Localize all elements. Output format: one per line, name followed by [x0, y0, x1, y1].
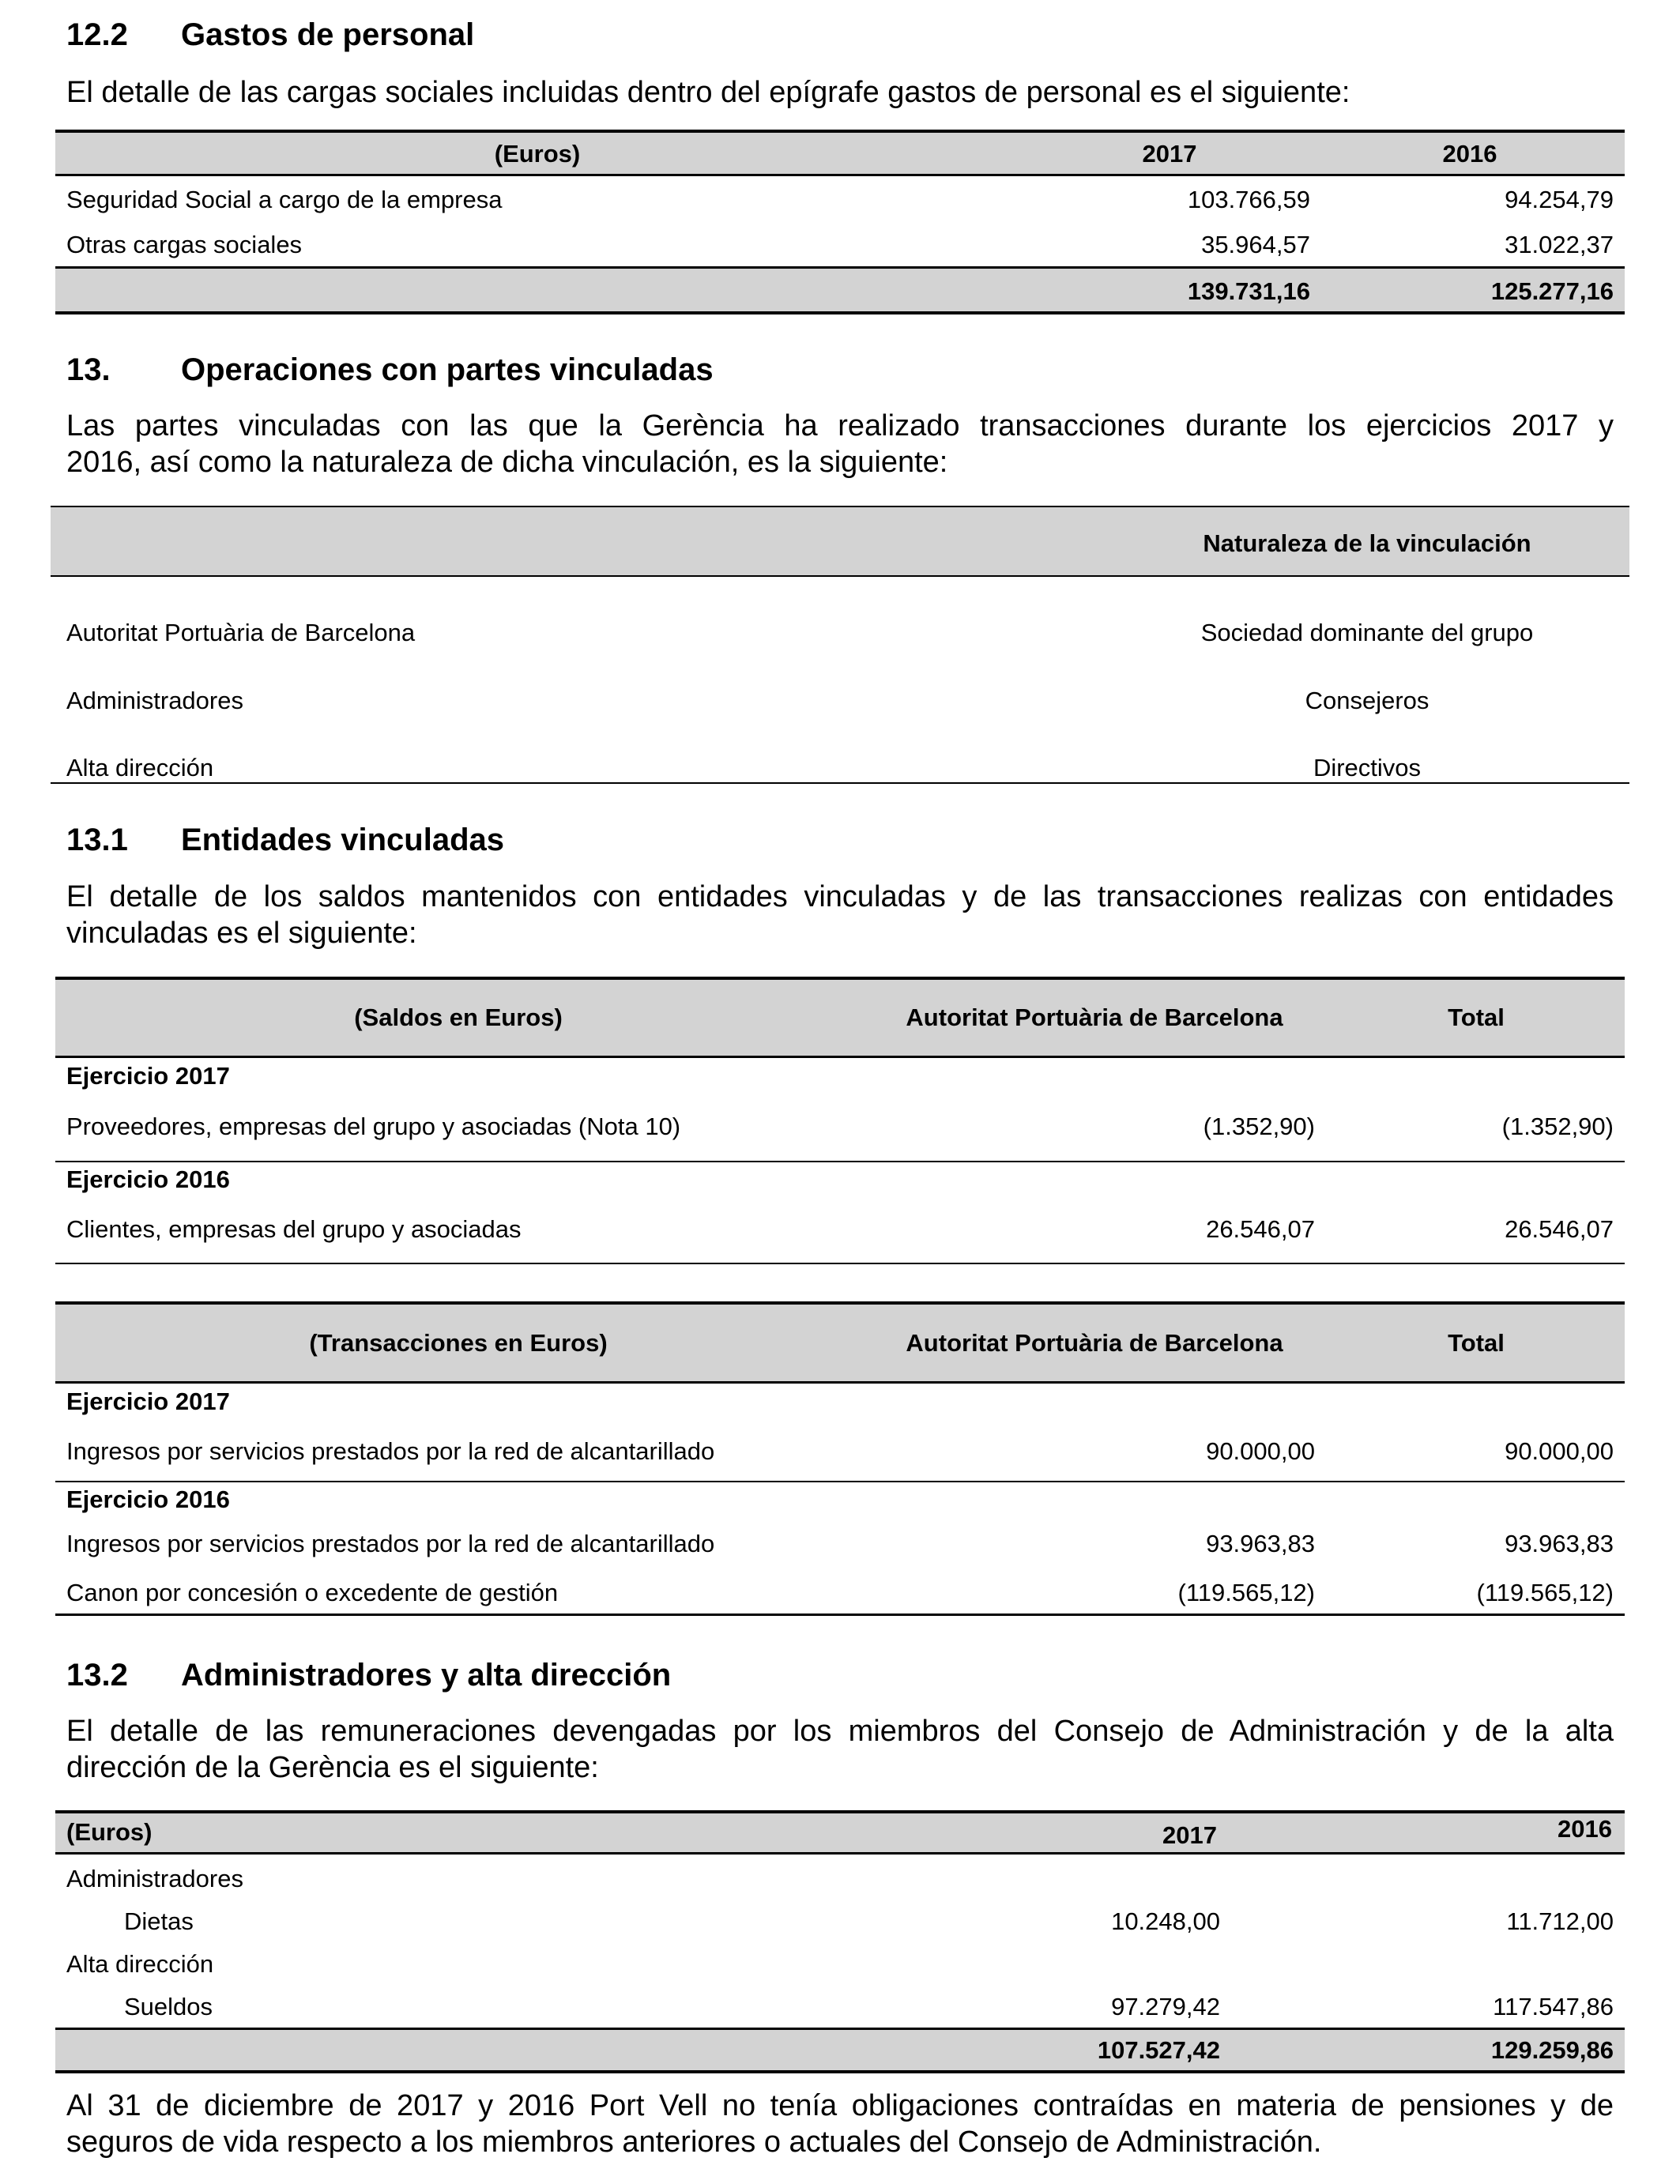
ejercicio-label: Ejercicio 2017 — [66, 1388, 230, 1415]
column-header-transacciones: (Transacciones en Euros) — [309, 1329, 608, 1357]
table-cell-2017: 35.964,57 — [1201, 231, 1310, 258]
table-row-label: Ingresos por servicios prestados por la red de alcantarillado — [66, 1437, 715, 1465]
table-cell-apb: (119.565,12) — [1177, 1579, 1315, 1606]
column-header-saldos: (Saldos en Euros) — [354, 1004, 563, 1031]
table-cell-2016: 11.712,00 — [1506, 1907, 1614, 1935]
section-intro-line-2: vinculadas es el siguiente: — [66, 917, 417, 950]
section-heading-13-1 — [66, 823, 504, 858]
table-row-label: Canon por concesión o excedente de gestión — [66, 1579, 559, 1606]
column-header-2016: 2016 — [1558, 1815, 1612, 1843]
table-cell-apb: 93.963,83 — [1206, 1530, 1315, 1557]
section-number: 13.1 — [66, 823, 128, 857]
related-party-nature: Directivos — [1313, 754, 1422, 781]
table-cell-2017: 10.248,00 — [1111, 1907, 1220, 1935]
column-header-2017: 2017 — [1162, 1821, 1217, 1849]
total-2016: 125.277,16 — [1490, 277, 1614, 305]
column-header-euros: (Euros) — [494, 140, 581, 168]
table-row-label: Dietas — [124, 1907, 194, 1935]
table-row-label: Otras cargas sociales — [66, 231, 303, 258]
section-intro-line-2: 2016, así como la naturaleza de dicha vinculación, es la siguiente: — [66, 446, 948, 479]
section-number: 13. — [66, 352, 111, 387]
related-party-nature: Sociedad dominante del grupo — [1200, 619, 1534, 646]
section-intro-line-1: Las partes vinculadas con las que la Gerència ha realizado transacciones durante los ejercicios 2017 y — [66, 409, 1614, 442]
section-intro-line-1: El detalle de las remuneraciones devengadas por los miembros del Consejo de Administración y de la alta — [66, 1715, 1614, 1748]
table-cell-total: (119.565,12) — [1476, 1579, 1614, 1606]
section-title: Entidades vinculadas — [181, 823, 505, 857]
table-row-label: Proveedores, empresas del grupo y asociadas (Nota 10) — [66, 1113, 681, 1140]
section-intro-line-2: dirección de la Gerència es el siguiente: — [66, 1751, 599, 1784]
section-heading-12-2 — [66, 17, 474, 53]
section-title: Administradores y alta dirección — [181, 1658, 672, 1693]
column-header-apb: Autoritat Portuària de Barcelona — [906, 1329, 1283, 1357]
ejercicio-label: Ejercicio 2016 — [66, 1485, 230, 1513]
section-number: 13.2 — [66, 1658, 128, 1693]
section-intro-line-1: El detalle de los saldos mantenidos con entidades vinculadas y de las transacciones realizas con entidades — [66, 880, 1614, 913]
total-2017: 107.527,42 — [1097, 2036, 1220, 2064]
column-header-euros: (Euros) — [66, 1818, 153, 1846]
table-cell-apb: 26.546,07 — [1206, 1215, 1315, 1243]
table-cell-total: 93.963,83 — [1505, 1530, 1614, 1557]
related-party-name: Alta dirección — [66, 754, 214, 781]
ejercicio-label: Ejercicio 2017 — [66, 1062, 230, 1090]
table-cell-total: (1.352,90) — [1501, 1113, 1614, 1140]
section-heading-13-2 — [66, 1658, 671, 1693]
section-heading-13 — [66, 352, 714, 388]
related-party-name: Autoritat Portuària de Barcelona — [66, 619, 416, 646]
table-cell-total: 90.000,00 — [1505, 1437, 1614, 1465]
column-header-2017: 2017 — [1142, 140, 1197, 168]
table-cell-2016: 94.254,79 — [1505, 186, 1614, 213]
total-2017: 139.731,16 — [1187, 277, 1310, 305]
table-cell-2017: 103.766,59 — [1187, 186, 1310, 213]
related-party-nature: Consejeros — [1305, 687, 1430, 714]
column-header-apb: Autoritat Portuària de Barcelona — [906, 1004, 1283, 1031]
total-2016: 129.259,86 — [1490, 2036, 1614, 2064]
closing-paragraph-line-1: Al 31 de diciembre de 2017 y 2016 Port Vell no tenía obligaciones contraídas en materia de pensiones y de — [66, 2089, 1614, 2122]
table-cell-apb: (1.352,90) — [1203, 1113, 1315, 1140]
column-header-2016: 2016 — [1442, 140, 1497, 168]
table-row-label: Clientes, empresas del grupo y asociadas — [66, 1215, 522, 1243]
table-row-label: Sueldos — [124, 1993, 213, 2020]
group-label: Administradores — [66, 1865, 243, 1892]
table-row-label: Seguridad Social a cargo de la empresa — [66, 186, 503, 213]
section-intro: El detalle de las cargas sociales incluidas dentro del epígrafe gastos de personal es el siguiente: — [66, 76, 1350, 109]
table-cell-2016: 117.547,86 — [1493, 1993, 1614, 2020]
column-header-total: Total — [1448, 1004, 1505, 1031]
related-party-name: Administradores — [66, 687, 243, 714]
column-header-total: Total — [1448, 1329, 1505, 1357]
section-number: 12.2 — [66, 17, 128, 52]
section-title: Operaciones con partes vinculadas — [181, 352, 714, 387]
group-label: Alta dirección — [66, 1950, 214, 1978]
table-cell-total: 26.546,07 — [1505, 1215, 1614, 1243]
table-cell-2016: 31.022,37 — [1505, 231, 1614, 258]
column-header-naturaleza: Naturaleza de la vinculación — [1203, 529, 1531, 557]
table-cell-2017: 97.279,42 — [1111, 1993, 1220, 2020]
table-row-label: Ingresos por servicios prestados por la red de alcantarillado — [66, 1530, 715, 1557]
table-cell-apb: 90.000,00 — [1206, 1437, 1315, 1465]
section-title: Gastos de personal — [181, 17, 475, 52]
closing-paragraph-line-2: seguros de vida respecto a los miembros anteriores o actuales del Consejo de Administración. — [66, 2126, 1322, 2159]
ejercicio-label: Ejercicio 2016 — [66, 1165, 230, 1193]
